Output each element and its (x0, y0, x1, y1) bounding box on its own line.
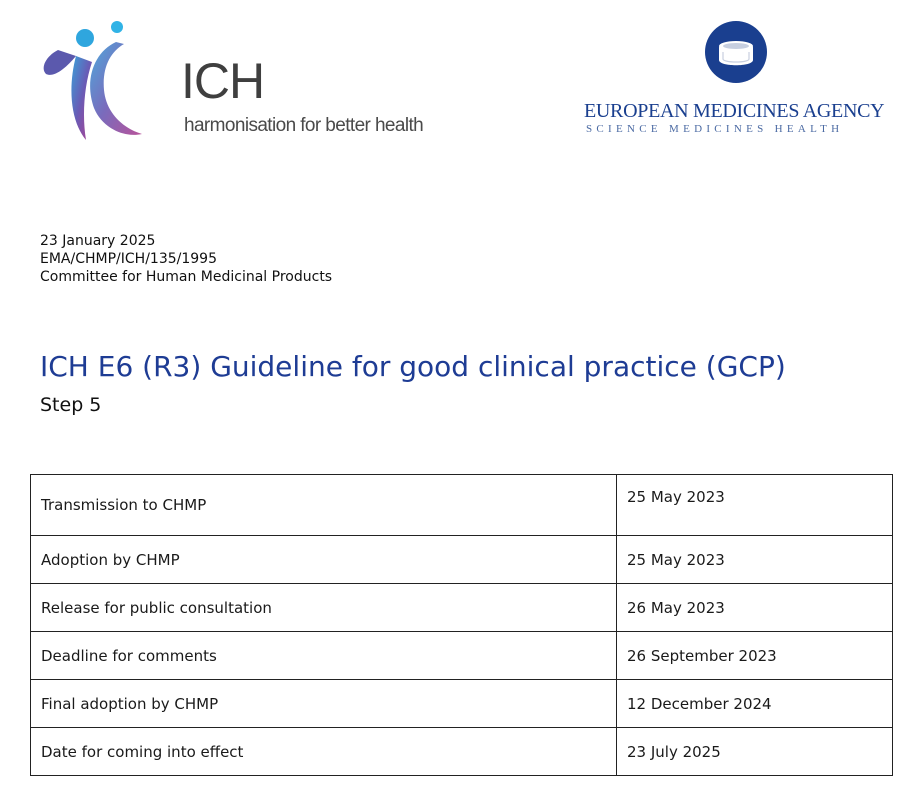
document-step: Step 5 (40, 394, 102, 416)
milestone-date: 26 May 2023 (617, 584, 893, 632)
ich-tagline: harmonisation for better health (184, 115, 424, 136)
milestone-label: Date for coming into effect (31, 728, 617, 776)
milestone-label: Adoption by CHMP (31, 536, 617, 584)
ich-figure-icon (38, 16, 168, 146)
document-meta (40, 232, 332, 286)
milestone-label: Deadline for comments (31, 632, 617, 680)
milestones-table (30, 474, 893, 776)
ich-wordmark: ICH (181, 53, 265, 109)
table-row (31, 680, 893, 728)
milestone-date: 25 May 2023 (617, 536, 893, 584)
table-row (31, 536, 893, 584)
ema-emblem-icon (704, 20, 768, 84)
table-row (31, 475, 893, 536)
milestone-date: 12 December 2024 (617, 680, 893, 728)
committee-name: Committee for Human Medicinal Products (40, 269, 333, 285)
document-reference: EMA/CHMP/ICH/135/1995 (40, 251, 217, 267)
table-row (31, 728, 893, 776)
ich-logo (38, 16, 424, 146)
ema-logo (570, 16, 900, 135)
milestone-date: 23 July 2025 (617, 728, 893, 776)
milestone-label: Final adoption by CHMP (31, 680, 617, 728)
milestone-date: 26 September 2023 (617, 632, 893, 680)
table-row (31, 632, 893, 680)
document-title: ICH E6 (R3) Guideline for good clinical practice (GCP) (40, 350, 786, 383)
milestone-label: Transmission to CHMP (31, 475, 617, 536)
milestone-date: 25 May 2023 (617, 475, 893, 536)
table-row (31, 584, 893, 632)
ema-tagline: SCIENCE MEDICINES HEALTH (586, 123, 844, 135)
milestone-label: Release for public consultation (31, 584, 617, 632)
document-date: 23 January 2025 (40, 233, 156, 249)
ema-name: EUROPEAN MEDICINES AGENCY (584, 100, 885, 122)
